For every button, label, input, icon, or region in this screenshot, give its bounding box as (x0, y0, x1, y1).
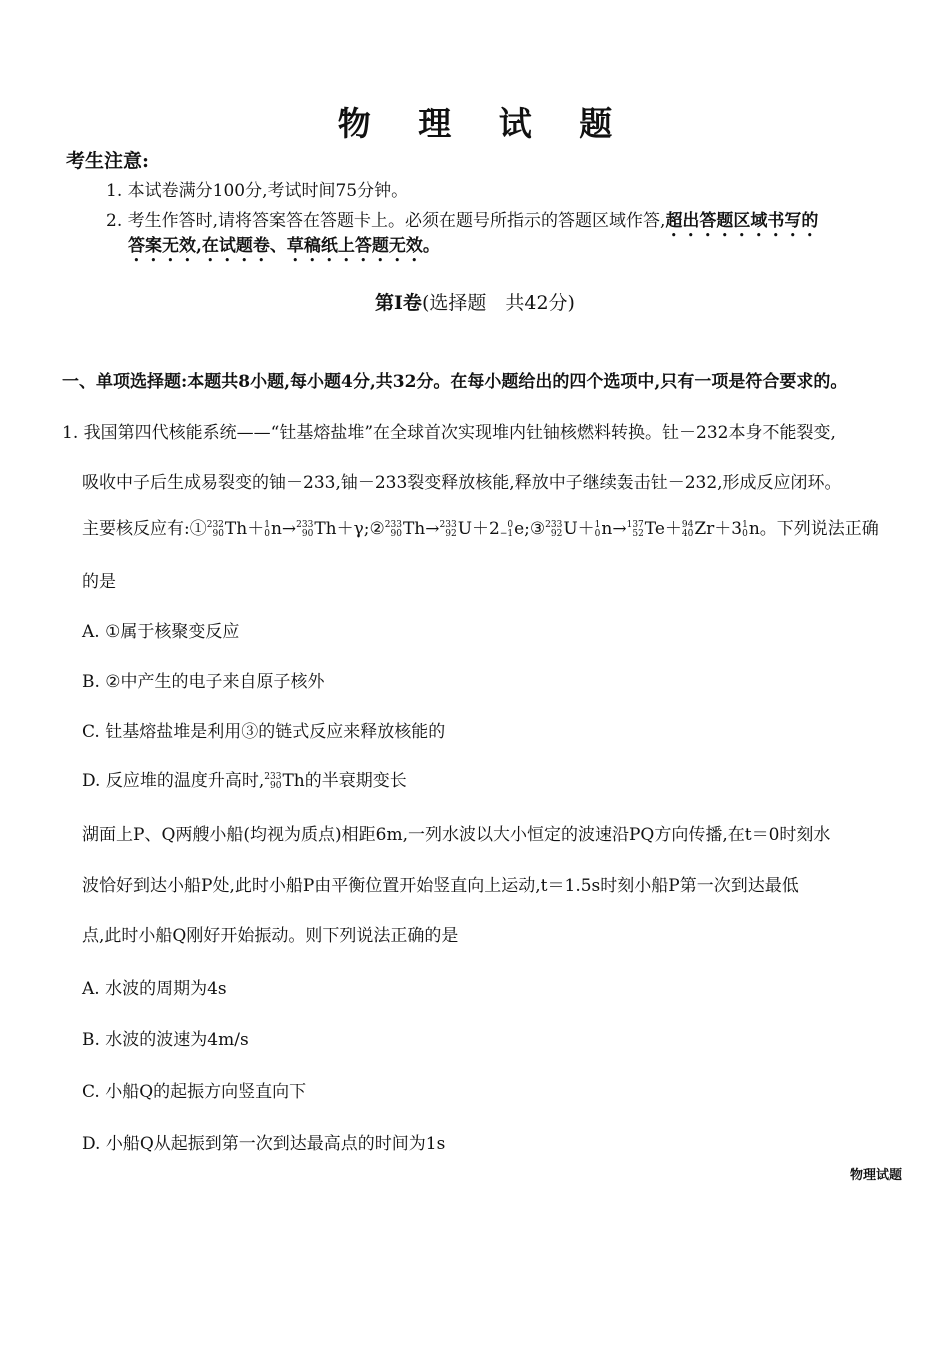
q1-option-d-prefix: D. 反应堆的温度升高时, (82, 771, 265, 791)
notice-item-2-text: 2. 考生作答时,请将答案答在答题卡上。必须在题号所指示的答题区域作答, (106, 211, 666, 231)
q1-option-d-suffix: 的半衰期变长 (304, 771, 407, 791)
q2-option-b: B. 水波的波速为4m/s (82, 1030, 249, 1050)
section-title-bold: 第Ⅰ卷 (375, 292, 422, 314)
section-title (0, 288, 950, 315)
q2-line-3: 点,此时小船Q刚好开始振动。则下列说法正确的是 (82, 926, 459, 946)
notice-item-2-emphasis-1: 超出答题区域书写的 (665, 211, 819, 231)
section-title-rest: (选择题 共42分) (421, 292, 575, 314)
part-heading: 一、单项选择题:本题共8小题,每小题4分,共32分。在每小题给出的四个选项中,只有一项是符合要求的。 (62, 372, 848, 392)
q2-option-d: D. 小船Q从起振到第一次到达最高点的时间为1s (82, 1134, 446, 1154)
q1-line-2: 吸收中子后生成易裂变的铀－233,铀－233裂变释放核能,释放中子继续轰击钍－232,形成反应闭环。 (82, 473, 842, 493)
q1-line-4: 的是 (82, 572, 116, 592)
notice-item-2-emphasis-2: 答案无效,在试题卷、草稿纸上答题无效。 (128, 236, 440, 256)
page-title: 物 理 试 题 (337, 104, 631, 143)
notice-heading: 考生注意: (66, 150, 150, 172)
q2-option-a: A. 水波的周期为4s (82, 979, 227, 999)
q1-line-3-suffix: 。下列说法正确 (759, 519, 879, 539)
q2-line-1: 湖面上P、Q两艘小船(均视为质点)相距6m,一列水波以大小恒定的波速沿PQ方向传播,在t＝0时刻水 (82, 825, 831, 845)
q1-line-3-prefix: 主要核反应有:① (82, 519, 207, 539)
q1-line-1: 1. 我国第四代核能系统——“钍基熔盐堆”在全球首次实现堆内钍铀核燃料转换。钍－232本身不能裂变, (62, 423, 836, 443)
q1-line-3: 主要核反应有:① 232 90 Th＋ 1 0 n→ 233 90 Th＋γ;② 233 90 Th→ 233 92 U＋2 0 −1 e;③ 233 92 U＋ 1 0 n→ 137 52 Te＋ 94 40 Zr＋3 1 0 n。下列说法正确 (82, 519, 879, 539)
q1-option-a: A. ①属于核聚变反应 (82, 622, 240, 642)
notice-item-1: 1. 本试卷满分100分,考试时间75分钟。 (106, 181, 409, 201)
page-footer: 物理试题 (849, 1168, 902, 1183)
q2-line-2: 波恰好到达小船P处,此时小船P由平衡位置开始竖直向上运动,t＝1.5s时刻小船P第一次到达最低 (82, 876, 799, 896)
q2-option-c: C. 小船Q的起振方向竖直向下 (82, 1082, 307, 1102)
q1-option-c: C. 钍基熔盐堆是利用③的链式反应来释放核能的 (82, 722, 446, 742)
q1-option-d: D. 反应堆的温度升高时, 233 90 Th的半衰期变长 (82, 771, 407, 791)
q1-option-b: B. ②中产生的电子来自原子核外 (82, 672, 325, 692)
